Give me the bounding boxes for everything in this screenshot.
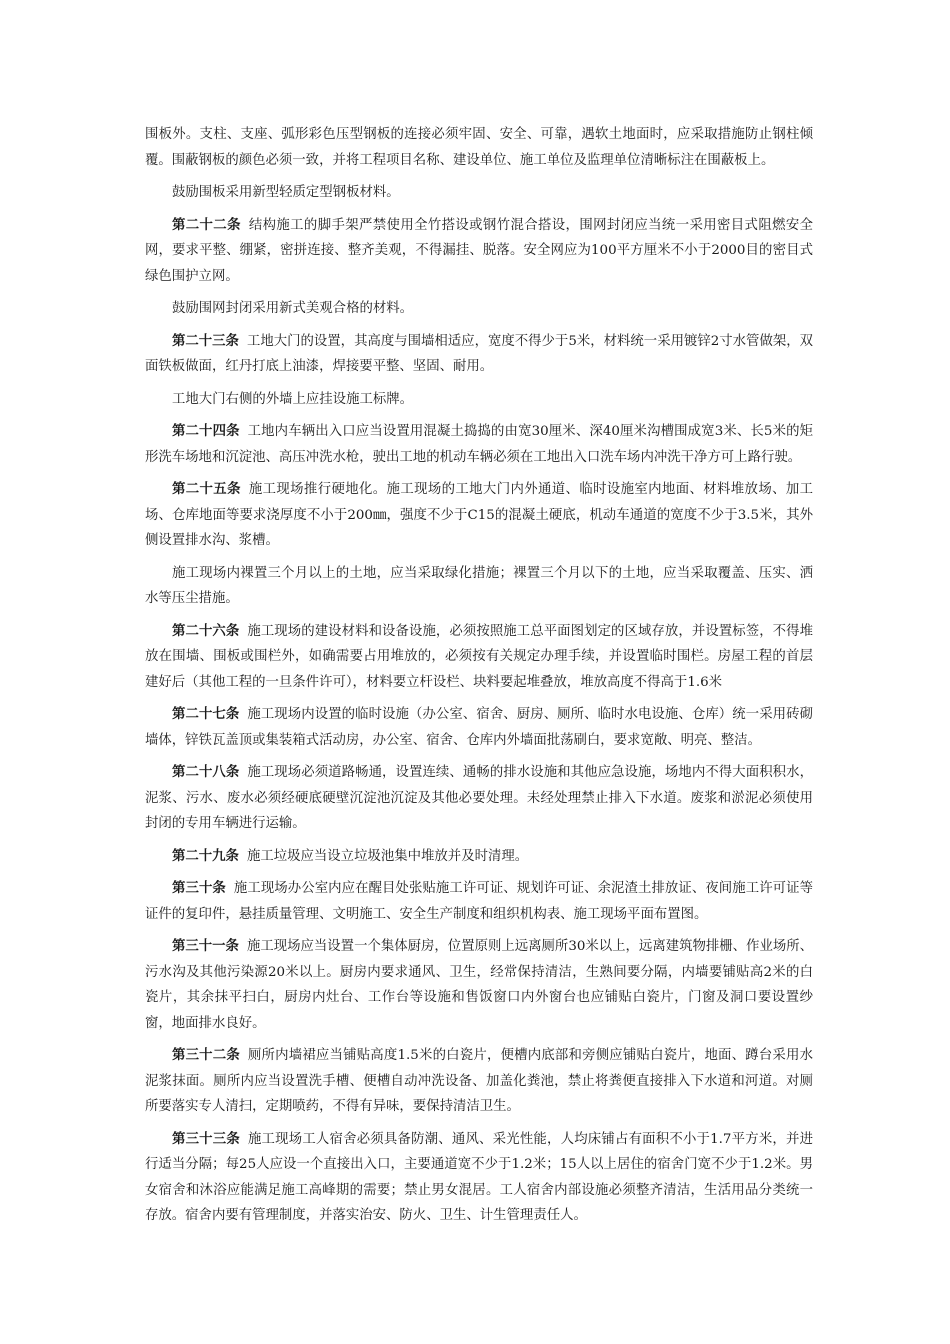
paragraph-text: 施工现场必须道路畅通，设置连续、通畅的排水设施和其他应急设施，场地内不得大面积积水，泥浆、污水、废水必须经硬底硬壁沉淀池沉淀及其他必要处理。未经处理禁止排入下水道。废浆和淤泥必须使用封闭的专用车辆进行运输。 bbox=[145, 765, 814, 831]
article-number: 第二十九条 bbox=[172, 847, 239, 864]
article-number: 第三十条 bbox=[172, 880, 226, 896]
article-paragraph bbox=[145, 329, 813, 380]
article-number: 第二十六条 bbox=[172, 622, 240, 639]
paragraph-text: 鼓励围板采用新型轻质定型钢板材料。 bbox=[172, 185, 400, 200]
article-paragraph bbox=[145, 760, 813, 837]
body-paragraph bbox=[145, 180, 813, 206]
article-paragraph bbox=[145, 477, 813, 554]
paragraph-text: 工地大门右侧的外墙上应挂设施工标牌。 bbox=[172, 391, 414, 407]
paragraph-text: 鼓励围网封闭采用新式美观合格的材料。 bbox=[172, 301, 414, 316]
paragraph-text: 围板外。支柱、支座、弧形彩色压型钢板的连接必须牢固、安全、可靠，遇软土地面时，应采取措施防止钢柱倾覆。围蔽钢板的颜色必须一致，并将工程项目名称、建设单位、施工单位及监理单位清晰标注在围蔽板上。 bbox=[145, 127, 813, 168]
article-paragraph bbox=[145, 876, 813, 927]
paragraph-text: 施工垃圾应当设立垃圾池集中堆放并及时清理。 bbox=[246, 848, 529, 864]
paragraph-text: 施工现场内设置的临时设施（办公室、宿舍、厨房、厕所、临时水电设施、仓库）统一采用砖砌墙体，锌铁瓦盖顶或集装箱式活动房，办公室、宿舍、仓库内外墙面批荡刷白，要求宽敞、明亮、整洁。 bbox=[145, 707, 814, 748]
article-paragraph bbox=[145, 844, 813, 870]
paragraph-text: 结构施工的脚手架严禁使用全竹搭设或钢竹混合搭设，围网封闭应当统一采用密目式阻燃安全网，要求平整、绷紧，密拼连接、整齐美观，不得漏挂、脱落。安全网应为100平方厘米不小于2000目的密目式绿色围护立网。 bbox=[145, 217, 814, 284]
article-paragraph bbox=[145, 702, 813, 753]
article-number: 第二十二条 bbox=[172, 216, 241, 233]
article-paragraph bbox=[145, 1043, 813, 1120]
document-body bbox=[145, 122, 813, 1236]
article-paragraph bbox=[145, 619, 813, 696]
paragraph-text: 施工现场推行硬地化。施工现场的工地大门内外通道、临时设施室内地面、材料堆放场、加工场、仓库地面等要求浇厚度不小于200㎜，强度不少于C15的混凝土硬底，机动车通道的宽度不少于3.5米，其外侧设置排水沟、浆槽。 bbox=[145, 482, 814, 548]
article-paragraph bbox=[145, 213, 813, 290]
article-number: 第三十一条 bbox=[172, 938, 239, 954]
article-paragraph bbox=[145, 1127, 813, 1229]
body-paragraph bbox=[145, 561, 813, 612]
paragraph-text: 施工现场应当设置一个集体厨房，位置原则上远离厕所30米以上，远离建筑物排栅、作业场所、污水沟及其他污染源20米以上。厨房内要求通风、卫生，经常保持清洁，生熟间要分隔，内墙要铺贴高2米的白瓷片，其余抹平扫白，厨房内灶台、工作台等设施和售饭窗口内外窗台也应铺贴白瓷片，门窗及洞口要设置纱窗，地面排水良好。 bbox=[145, 939, 814, 1031]
paragraph-text: 厕所内墙裙应当铺贴高度1.5米的白瓷片，便槽内底部和旁侧应铺贴白瓷片，地面、蹲台采用水泥浆抹面。厕所内应当设置洗手槽、便槽自动冲洗设备、加盖化粪池，禁止将粪便直接排入下水道和河道。对厕所要落实专人清扫，定期喷药，不得有异味，要保持清洁卫生。 bbox=[145, 1048, 813, 1114]
body-paragraph bbox=[145, 387, 813, 413]
paragraph-text: 施工现场的建设材料和设备设施，必须按照施工总平面图划定的区域存放，并设置标签，不得堆放在围墙、围板或围栏外，如确需要占用堆放的，必须按有关规定办理手续，并设置临时围栏。房屋工程的首层建好后（其他工程的一旦条件许可），材料要立杆设栏、块料要起堆叠放，堆放高度不得高于1.6米 bbox=[145, 623, 814, 690]
body-paragraph bbox=[145, 122, 813, 173]
article-number: 第三十二条 bbox=[172, 1047, 240, 1063]
paragraph-text: 工地大门的设置，其高度与围墙相适应，宽度不得少于5米，材料统一采用镀锌2寸水管做架，双面铁板做面，红丹打底上油漆，焊接要平整、坚固、耐用。 bbox=[145, 333, 814, 374]
paragraph-text: 施工现场办公室内应在醒目处张贴施工许可证、规划许可证、余泥渣土排放证、夜间施工许可证等证件的复印件，悬挂质量管理、文明施工、安全生产制度和组织机构表、施工现场平面布置图。 bbox=[145, 881, 814, 922]
paragraph-text: 工地内车辆出入口应当设置用混凝土捣捣的由宽30厘米、深40厘米沟槽围成宽3米、长5米的矩形洗车场地和沉淀池、高压冲洗水枪，驶出工地的机动车辆必须在工地出入口洗车场内冲洗干净方可上路行驶。 bbox=[145, 424, 814, 465]
paragraph-text: 施工现场工人宿舍必须具备防潮、通风、采光性能，人均床铺占有面积不小于1.7平方米，并进行适当分隔；每25人应设一个直接出入口，主要通道宽不少于1.2米；15人以上居住的宿舍门宽不少于1.2米。男女宿舍和沐浴应能满足施工高峰期的需要；禁止男女混居。工人宿舍内部设施必须整齐清洁，生活用品分类统一存放。宿舍内要有管理制度，并落实治安、防火、卫生、计生管理责任人。 bbox=[145, 1131, 813, 1223]
article-number: 第三十三条 bbox=[172, 1130, 240, 1147]
article-paragraph bbox=[145, 419, 813, 470]
paragraph-text: 施工现场内裸置三个月以上的土地，应当采取绿化措施；裸置三个月以下的土地，应当采取覆盖、压实、洒水等压尘措施。 bbox=[145, 565, 813, 606]
body-paragraph bbox=[145, 296, 813, 322]
article-paragraph bbox=[145, 934, 813, 1036]
article-number: 第二十八条 bbox=[172, 764, 240, 780]
article-number: 第二十四条 bbox=[172, 423, 240, 439]
article-number: 第二十三条 bbox=[172, 332, 239, 349]
article-number: 第二十五条 bbox=[172, 481, 241, 497]
article-number: 第二十七条 bbox=[172, 706, 240, 722]
